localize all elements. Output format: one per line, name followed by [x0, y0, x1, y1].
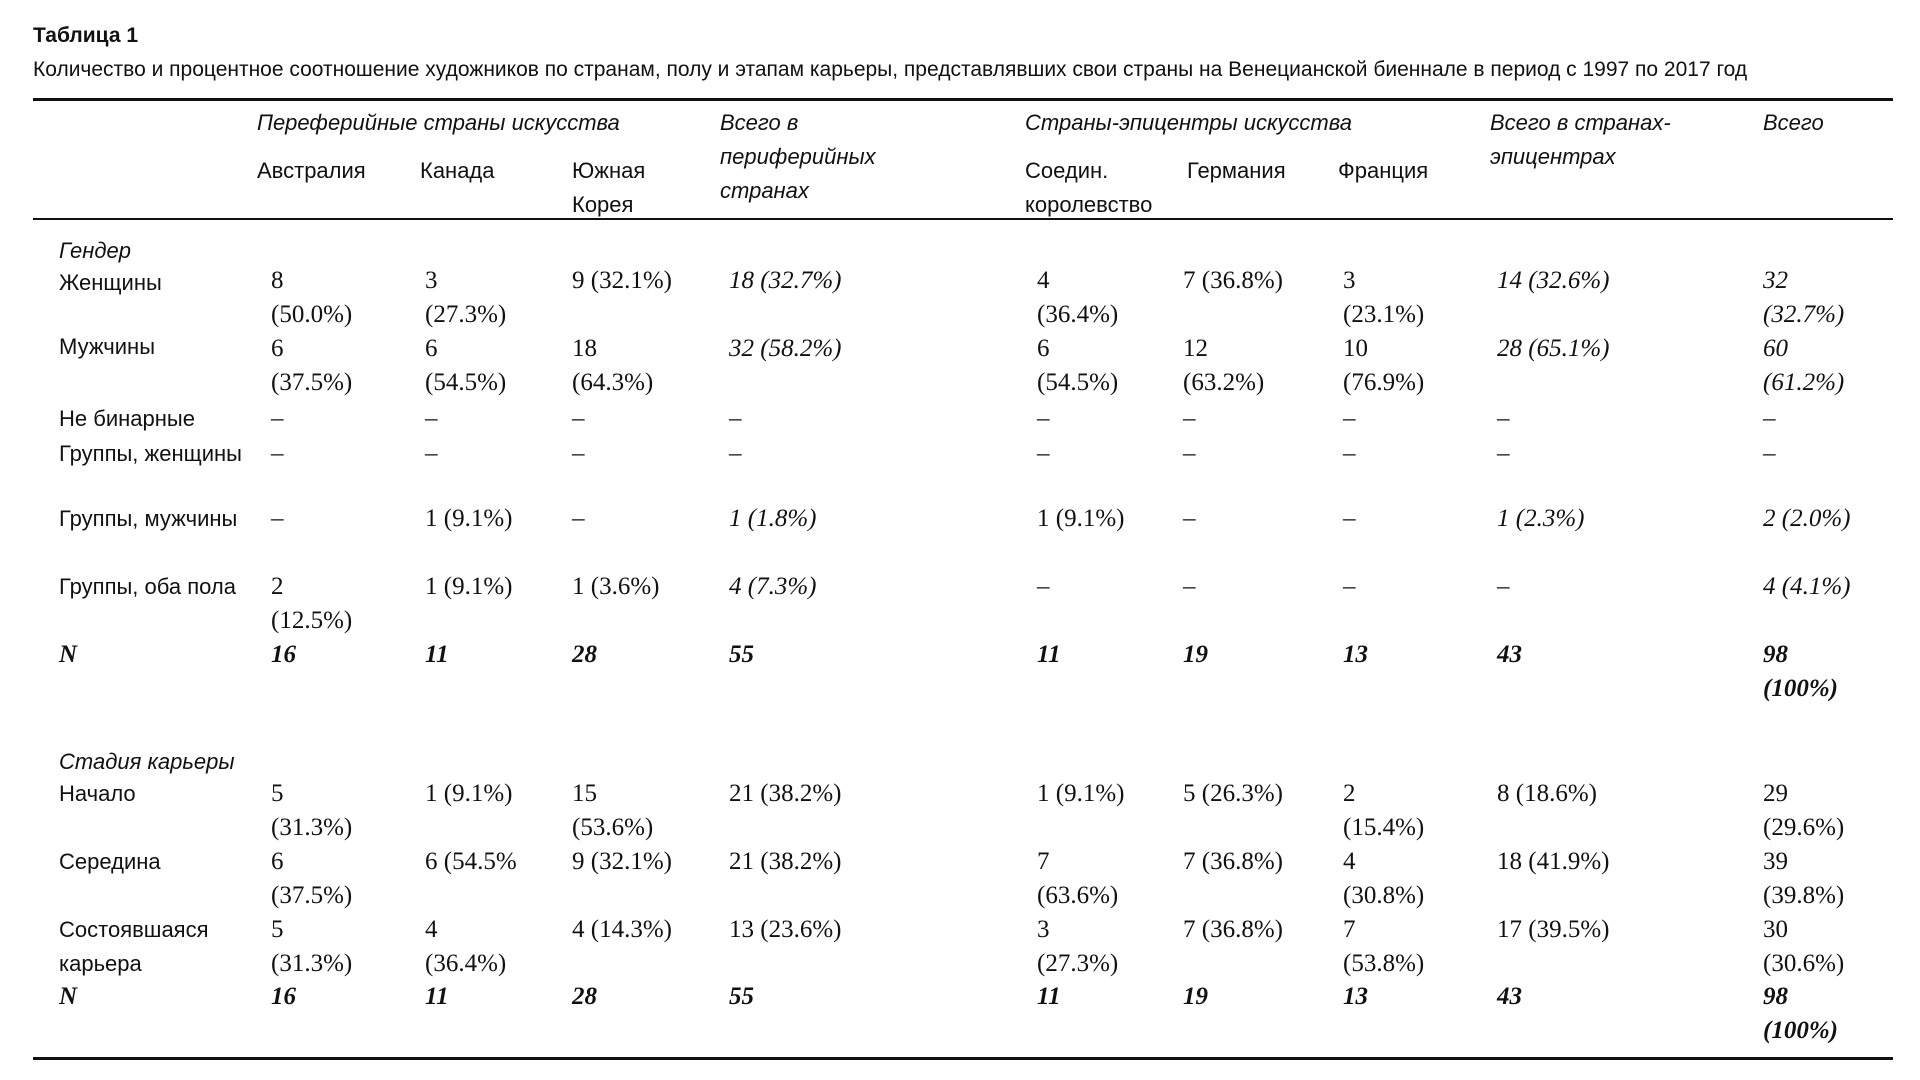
- cell-groups_men-australia: –: [271, 505, 284, 532]
- cell-early-canada: 1 (9.1%): [425, 780, 513, 807]
- cell-established-periphery_total: 13 (23.6%): [729, 916, 842, 943]
- cell-women-canada: 3 (27.3%): [425, 267, 507, 328]
- cell-nonbinary-france: –: [1343, 405, 1356, 432]
- cell-established-france: 7 (53.8%): [1343, 916, 1425, 977]
- header-country-france: Франция: [1338, 158, 1429, 183]
- cell-women-australia: 8 (50.0%): [271, 267, 353, 328]
- cell-established-germany: 7 (36.8%): [1183, 916, 1283, 943]
- cell-men-total: 60 (61.2%): [1763, 335, 1845, 396]
- cell-groups_men-germany: –: [1183, 505, 1196, 532]
- cell-groups_men-epicenter_total: 1 (2.3%): [1497, 505, 1585, 532]
- table-caption-label: Таблица 1: [33, 24, 139, 47]
- cell-early-periphery_total: 21 (38.2%): [729, 780, 842, 807]
- cell-n_gender-australia: 16: [271, 641, 296, 668]
- cell-n_gender-uk: 11: [1037, 641, 1061, 668]
- cell-groups_mixed-australia: 2 (12.5%): [271, 573, 353, 634]
- cell-mid-australia: 6 (37.5%): [271, 848, 353, 909]
- cell-mid-total: 39 (39.8%): [1763, 848, 1845, 909]
- cell-mid-germany: 7 (36.8%): [1183, 848, 1283, 875]
- cell-groups_mixed-france: –: [1343, 573, 1356, 600]
- cell-nonbinary-uk: –: [1037, 405, 1050, 432]
- cell-mid-uk: 7 (63.6%): [1037, 848, 1119, 909]
- row-label-established: Состоявшаяся карьера: [59, 917, 209, 976]
- row-label-women: Женщины: [59, 270, 162, 295]
- cell-n_gender-periphery_total: 55: [729, 641, 754, 668]
- cell-groups_men-canada: 1 (9.1%): [425, 505, 513, 532]
- cell-n_career-france: 13: [1343, 983, 1368, 1010]
- cell-mid-epicenter_total: 18 (41.9%): [1497, 848, 1610, 875]
- cell-n_gender-total: 98 (100%): [1763, 641, 1838, 702]
- table-top-rule: [33, 98, 1893, 101]
- section-gender: Гендер: [59, 238, 131, 263]
- header-epicenter-total: Всего в странах- эпицентрах: [1490, 110, 1671, 169]
- cell-n_career-canada: 11: [425, 983, 449, 1010]
- header-country-canada: Канада: [420, 158, 495, 183]
- cell-groups_men-total: 2 (2.0%): [1763, 505, 1851, 532]
- cell-n_gender-canada: 11: [425, 641, 449, 668]
- row-label-n_gender: N: [59, 641, 78, 668]
- cell-early-australia: 5 (31.3%): [271, 780, 353, 841]
- cell-n_career-total: 98 (100%): [1763, 983, 1838, 1044]
- cell-men-france: 10 (76.9%): [1343, 335, 1425, 396]
- cell-groups_women-epicenter_total: –: [1497, 440, 1510, 467]
- cell-nonbinary-australia: –: [271, 405, 284, 432]
- cell-women-germany: 7 (36.8%): [1183, 267, 1283, 294]
- row-label-groups_women: Группы, женщины: [59, 441, 242, 466]
- cell-established-canada: 4 (36.4%): [425, 916, 507, 977]
- header-country-germany: Германия: [1187, 158, 1286, 183]
- cell-women-total: 32 (32.7%): [1763, 267, 1845, 328]
- cell-early-uk: 1 (9.1%): [1037, 780, 1125, 807]
- cell-mid-korea: 9 (32.1%): [572, 848, 672, 875]
- cell-men-australia: 6 (37.5%): [271, 335, 353, 396]
- header-country-korea: Южная Корея: [572, 158, 646, 217]
- cell-groups_men-periphery_total: 1 (1.8%): [729, 505, 817, 532]
- cell-n_gender-germany: 19: [1183, 641, 1208, 668]
- table-header-rule: [33, 218, 1893, 220]
- cell-mid-periphery_total: 21 (38.2%): [729, 848, 842, 875]
- cell-groups_mixed-canada: 1 (9.1%): [425, 573, 513, 600]
- row-label-men: Мужчины: [59, 334, 156, 359]
- cell-men-periphery_total: 32 (58.2%): [729, 335, 842, 362]
- cell-nonbinary-total: –: [1763, 405, 1776, 432]
- cell-nonbinary-korea: –: [572, 405, 585, 432]
- header-group-epicenter: Страны-эпицентры искусства: [1025, 110, 1352, 135]
- cell-groups_mixed-germany: –: [1183, 573, 1196, 600]
- cell-nonbinary-germany: –: [1183, 405, 1196, 432]
- header-group-periphery: Переферийные страны искусства: [257, 110, 620, 135]
- cell-groups_mixed-periphery_total: 4 (7.3%): [729, 573, 817, 600]
- cell-established-korea: 4 (14.3%): [572, 916, 672, 943]
- cell-groups_women-total: –: [1763, 440, 1776, 467]
- cell-established-epicenter_total: 17 (39.5%): [1497, 916, 1610, 943]
- table-caption-text: Количество и процентное соотношение художников по странам, полу и этапам карьеры, представлявших свои страны на Венецианской биеннале в период с 1997 по 2017 год: [33, 58, 1748, 81]
- cell-n_gender-korea: 28: [572, 641, 597, 668]
- cell-early-germany: 5 (26.3%): [1183, 780, 1283, 807]
- cell-early-total: 29 (29.6%): [1763, 780, 1845, 841]
- section-career: Стадия карьеры: [59, 749, 235, 774]
- cell-groups_women-germany: –: [1183, 440, 1196, 467]
- cell-n_career-korea: 28: [572, 983, 597, 1010]
- cell-n_gender-france: 13: [1343, 641, 1368, 668]
- row-label-mid: Середина: [59, 849, 161, 874]
- cell-groups_men-uk: 1 (9.1%): [1037, 505, 1125, 532]
- cell-groups_mixed-korea: 1 (3.6%): [572, 573, 660, 600]
- cell-women-france: 3 (23.1%): [1343, 267, 1425, 328]
- cell-groups_men-korea: –: [572, 505, 585, 532]
- cell-n_career-uk: 11: [1037, 983, 1061, 1010]
- cell-n_career-epicenter_total: 43: [1497, 983, 1522, 1010]
- header-country-australia: Австралия: [257, 158, 366, 183]
- cell-mid-france: 4 (30.8%): [1343, 848, 1425, 909]
- cell-n_career-germany: 19: [1183, 983, 1208, 1010]
- cell-women-epicenter_total: 14 (32.6%): [1497, 267, 1610, 294]
- cell-groups_mixed-uk: –: [1037, 573, 1050, 600]
- cell-groups_men-france: –: [1343, 505, 1356, 532]
- row-label-early: Начало: [59, 781, 136, 806]
- cell-men-germany: 12 (63.2%): [1183, 335, 1265, 396]
- cell-nonbinary-epicenter_total: –: [1497, 405, 1510, 432]
- cell-early-korea: 15 (53.6%): [572, 780, 654, 841]
- cell-groups_women-korea: –: [572, 440, 585, 467]
- row-label-nonbinary: Не бинарные: [59, 406, 195, 431]
- cell-men-canada: 6 (54.5%): [425, 335, 507, 396]
- cell-n_gender-epicenter_total: 43: [1497, 641, 1522, 668]
- header-total: Всего: [1763, 110, 1824, 135]
- cell-groups_mixed-total: 4 (4.1%): [1763, 573, 1851, 600]
- cell-men-epicenter_total: 28 (65.1%): [1497, 335, 1610, 362]
- cell-women-periphery_total: 18 (32.7%): [729, 267, 842, 294]
- row-label-groups_men: Группы, мужчины: [59, 506, 238, 531]
- table-bottom-rule: [33, 1057, 1893, 1060]
- cell-groups_mixed-epicenter_total: –: [1497, 573, 1510, 600]
- cell-groups_women-uk: –: [1037, 440, 1050, 467]
- cell-n_career-periphery_total: 55: [729, 983, 754, 1010]
- cell-mid-canada: 6 (54.5%: [425, 848, 517, 875]
- cell-early-epicenter_total: 8 (18.6%): [1497, 780, 1597, 807]
- header-periphery-total: Всего в периферийных странах: [720, 110, 876, 203]
- cell-established-australia: 5 (31.3%): [271, 916, 353, 977]
- cell-established-total: 30 (30.6%): [1763, 916, 1845, 977]
- header-country-uk: Соедин. королевство: [1025, 158, 1153, 217]
- cell-nonbinary-canada: –: [425, 405, 438, 432]
- cell-women-uk: 4 (36.4%): [1037, 267, 1119, 328]
- cell-groups_women-periphery_total: –: [729, 440, 742, 467]
- cell-nonbinary-periphery_total: –: [729, 405, 742, 432]
- cell-early-france: 2 (15.4%): [1343, 780, 1425, 841]
- cell-women-korea: 9 (32.1%): [572, 267, 672, 294]
- cell-men-uk: 6 (54.5%): [1037, 335, 1119, 396]
- cell-men-korea: 18 (64.3%): [572, 335, 654, 396]
- row-label-groups_mixed: Группы, оба пола: [59, 574, 236, 599]
- cell-n_career-australia: 16: [271, 983, 296, 1010]
- cell-groups_women-canada: –: [425, 440, 438, 467]
- cell-groups_women-france: –: [1343, 440, 1356, 467]
- cell-groups_women-australia: –: [271, 440, 284, 467]
- cell-established-uk: 3 (27.3%): [1037, 916, 1119, 977]
- row-label-n_career: N: [59, 983, 78, 1010]
